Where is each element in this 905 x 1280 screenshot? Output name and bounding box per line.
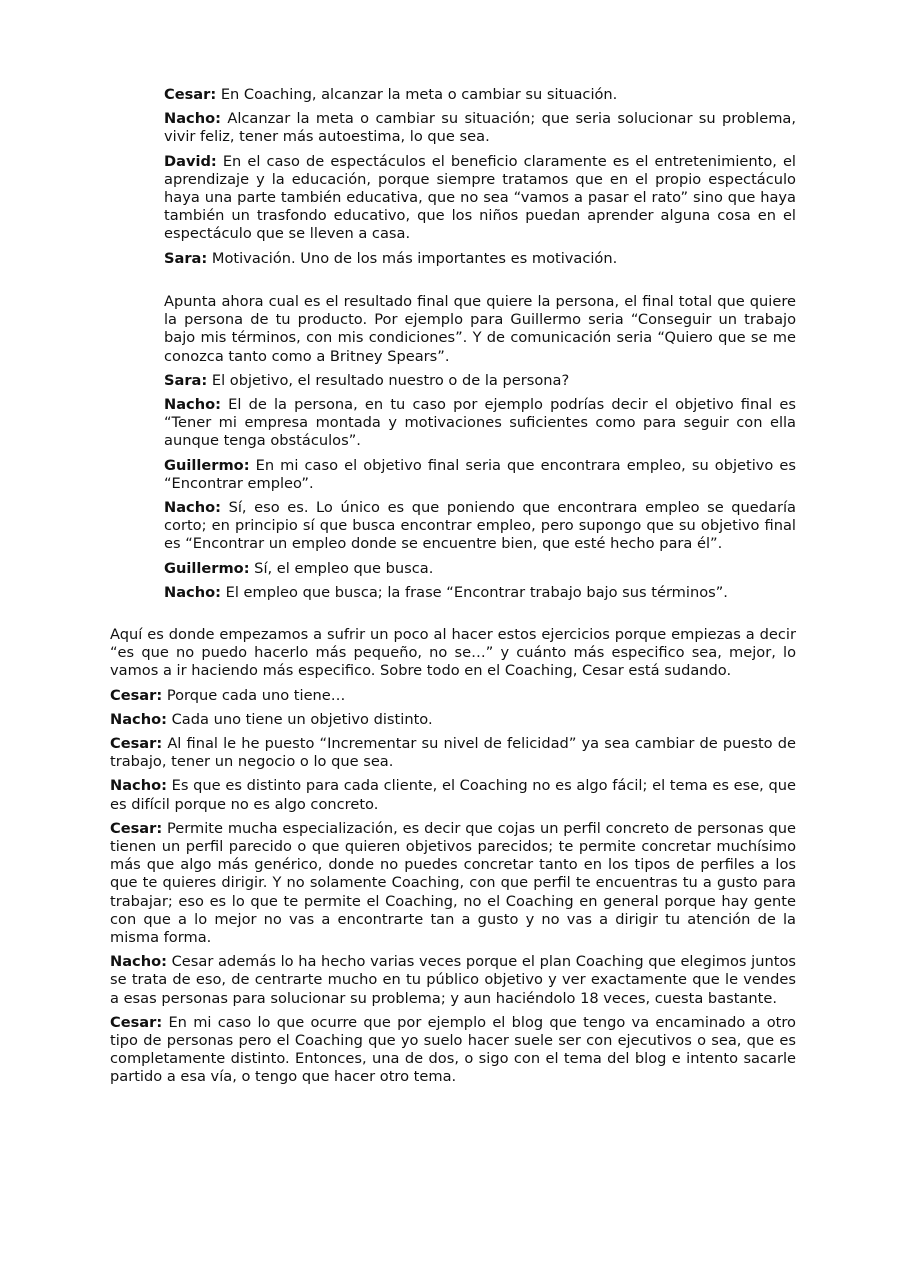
dialogue-text: El de la persona, en tu caso por ejemplo podrías decir el objetivo final es “Tener mi empresa montada y motivaciones suficientes como para seguir con ella aunque tenga obstáculos”. — [164, 396, 796, 450]
dialogue-text: Es que es distinto para cada cliente, el Coaching no es algo fácil; el tema es ese, que es difícil porque no es algo concreto. — [110, 777, 796, 813]
dialogue-text: Cada uno tiene un objetivo distinto. — [166, 710, 433, 728]
speaker-name: Nacho: — [164, 499, 221, 517]
dialogue-text: Alcanzar la meta o cambiar su situación; que seria solucionar su problema, vivir feliz, tener más autoestima, lo que sea. — [164, 110, 796, 146]
speaker-name: Nacho: — [110, 777, 167, 795]
speaker-name: Guillermo: — [164, 559, 250, 577]
dialogue-text: Sí, eso es. Lo único es que poniendo que encontrara empleo se quedaría corto; en principio sí que busca encontrar empleo, pero supongo que su objetivo final es “Encontrar un empleo donde se encuentre bien, que esté hecho para él”. — [164, 499, 796, 553]
speaker-name: Cesar: — [110, 735, 163, 753]
dialogue-line — [164, 396, 796, 451]
dialogue-text: Permite mucha especialización, es decir que cojas un perfil concreto de personas que tienen un perfil parecido o que quieren objetivos parecidos; te permite concretar muchísimo más que algo más genérico, donde no puedes concretar tanto en los tipos de perfiles a los que te quieres dirigir. Y no solamente Coaching, con que perfil te encuentras tu a gusto para trabajar; eso es lo que te permite el Coaching, no el Coaching en general porque hay gente con que a lo mejor no vas a encontrarte tan a gusto y no vas a dirigir tu atención de la misma forma. — [110, 819, 796, 947]
narration-paragraph: Apunta ahora cual es el resultado final que quiere la persona, el final total que quiere la persona de tu producto. Por ejemplo para Guillermo seria “Conseguir un trabajo bajo mis términos, con mis condiciones”. Y de comunicación seria “Quiero que se me conozca tanto como a Britney Spears”. — [164, 293, 796, 365]
speaker-name: Guillermo: — [164, 456, 250, 474]
narration-paragraph: Aquí es donde empezamos a sufrir un poco al hacer estos ejercicios porque empiezas a decir “es que no puedo hacerlo más pequeño, no se…” y cuánto más especifico sea, mejor, lo vamos a ir haciendo más especifico. Sobre todo en el Coaching, Cesar está sudando. — [110, 626, 796, 680]
dialogue-block-2 — [164, 293, 796, 608]
speaker-name: Cesar: — [110, 686, 163, 704]
dialogue-line — [110, 1014, 796, 1087]
dialogue-block-3 — [110, 626, 796, 1093]
speaker-name: David: — [164, 152, 217, 170]
dialogue-line — [164, 584, 796, 602]
speaker-name: Nacho: — [164, 396, 221, 414]
dialogue-line — [110, 735, 796, 771]
speaker-name: Nacho: — [164, 583, 221, 601]
dialogue-line — [164, 372, 796, 390]
dialogue-line — [164, 499, 796, 554]
dialogue-text: En Coaching, alcanzar la meta o cambiar su situación. — [216, 86, 618, 103]
dialogue-line — [164, 153, 796, 244]
dialogue-line — [164, 560, 796, 578]
speaker-name: Nacho: — [110, 953, 167, 971]
dialogue-text: Motivación. Uno de los más importantes es motivación. — [207, 249, 618, 267]
dialogue-line — [164, 250, 796, 268]
dialogue-text: En el caso de espectáculos el beneficio claramente es el entretenimiento, el aprendizaje y la educación, porque siempre tratamos que en el propio espectáculo haya una parte también educativa, que no sea “vamos a pasar el rato” sino que haya también un trasfondo educativo, que los niños puedan aprender alguna cosa en el espectáculo que se lleven a casa. — [164, 152, 796, 243]
dialogue-line — [164, 457, 796, 493]
speaker-name: Cesar: — [110, 819, 163, 837]
dialogue-line — [110, 777, 796, 813]
dialogue-text: Sí, el empleo que busca. — [249, 559, 434, 577]
dialogue-line — [110, 820, 796, 947]
dialogue-text: El empleo que busca; la frase “Encontrar trabajo bajo sus términos”. — [220, 583, 728, 601]
speaker-name: Cesar: — [164, 86, 217, 103]
speaker-name: Sara: — [164, 371, 208, 389]
speaker-name: Nacho: — [110, 710, 167, 728]
speaker-name: Cesar: — [110, 1013, 163, 1031]
dialogue-line — [164, 110, 796, 146]
dialogue-text: Cesar además lo ha hecho varias veces porque el plan Coaching que elegimos juntos se trata de eso, de centrarte mucho en tu público objetivo y ver exactamente que le vendes a esas personas para solucionar su problema; y aun haciéndolo 18 veces, cuesta bastante. — [110, 953, 796, 1007]
speaker-name: Nacho: — [164, 110, 221, 128]
dialogue-line — [110, 953, 796, 1008]
dialogue-line — [110, 711, 796, 729]
dialogue-line — [164, 86, 796, 104]
dialogue-text: En mi caso el objetivo final seria que encontrara empleo, su objetivo es “Encontrar empleo”. — [164, 456, 796, 492]
dialogue-text: El objetivo, el resultado nuestro o de la persona? — [207, 371, 570, 389]
dialogue-text: En mi caso lo que ocurre que por ejemplo el blog que tengo va encaminado a otro tipo de personas pero el Coaching que yo suelo hacer suele ser con ejecutivos o sea, que es completamente distinto. Entonces, una de dos, o sigo con el tema del blog e intento sacarle partido a esa vía, o tengo que hacer otro tema. — [110, 1013, 796, 1086]
dialogue-block-1 — [164, 86, 796, 274]
dialogue-line — [110, 687, 796, 705]
speaker-name: Sara: — [164, 249, 208, 267]
dialogue-text: Al final le he puesto “Incrementar su nivel de felicidad” ya sea cambiar de puesto de trabajo, tener un negocio o lo que sea. — [110, 735, 796, 771]
dialogue-text: Porque cada uno tiene… — [162, 686, 346, 704]
